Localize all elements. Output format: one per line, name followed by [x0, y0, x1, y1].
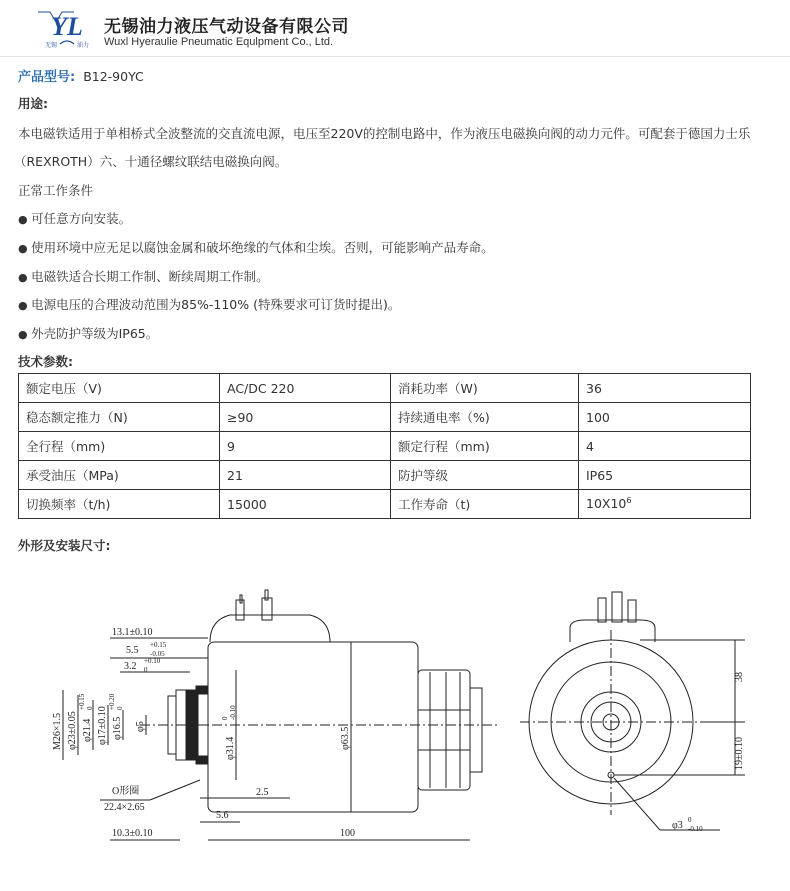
spec-cell: 36 [579, 374, 751, 403]
spec-cell: 切换频率（t/h) [19, 490, 220, 519]
spec-cell: 持续通电率（%) [391, 403, 579, 432]
spec-cell: 4 [579, 432, 751, 461]
dimensions-label: 外形及安装尺寸: [18, 538, 111, 553]
model-value: B12-90YC [83, 69, 144, 84]
dim-phi31-4: φ31.4 [225, 736, 236, 760]
dim-19: 19±0.10 [734, 737, 745, 770]
table-row [19, 403, 751, 432]
dim-phi16-5: φ16.5 [112, 716, 123, 740]
dimension-drawing [0, 560, 790, 891]
dim-5-6: 5.6 [216, 810, 229, 821]
dim-phi5: φ5 [135, 721, 146, 732]
spec-cell: 全行程（mm) [19, 432, 220, 461]
company-logo [36, 8, 98, 50]
dim-2-5: 2.5 [256, 787, 269, 798]
dim-38: 38 [734, 672, 745, 682]
conditions-title: 正常工作条件 [18, 183, 94, 198]
dim-5-5-tol-up: +0.15 [150, 641, 167, 649]
oring-label: O形圈 [112, 786, 140, 797]
nut-outline [418, 670, 470, 790]
coil-top-cover [210, 615, 330, 642]
usage-line-1: 本电磁铁适用于单相桥式全波整流的交直流电源，电压至220V的控制电路中，作为液压电磁换向阀的动力元件。可配套于德国力士乐 [18, 126, 751, 141]
dim-phi16-5-tol-up: +0.20 [108, 693, 116, 710]
front-top-cover [570, 620, 655, 642]
dim-phi31-4-tol-up: 0 [221, 716, 229, 720]
dim-3-2: 3.2 [124, 661, 137, 672]
spec-cell: AC/DC 220 [220, 374, 391, 403]
spec-cell: 100 [579, 403, 751, 432]
oring-size: 22.4×2.65 [104, 802, 145, 813]
model-line [18, 66, 144, 85]
dim-3-2-tol-dn: 0 [144, 666, 148, 674]
dim-5-5-tol-dn: -0.05 [150, 650, 165, 658]
connector-pin [262, 598, 272, 620]
dim-100: 100 [340, 828, 355, 839]
logo-sub-left: 无锡 [44, 43, 58, 49]
condition-item: ● 外壳防护等级为IP65。 [18, 324, 158, 342]
spec-cell: ≥90 [220, 403, 391, 432]
company-name-en: Wuxl Hyeraulie Pneumatic Equlpment Co., Ltd. [104, 36, 334, 48]
logo-text: YL [51, 12, 83, 41]
dim-10-3: 10.3±0.10 [112, 828, 153, 839]
nut-end [470, 688, 482, 772]
dim-13-1: 13.1±0.10 [112, 627, 153, 638]
condition-item: ● 电源电压的合理波动范围为85%-110% (特殊要求可订货时提出)。 [18, 295, 400, 313]
dim-phi31-4-tol-dn: -0.10 [229, 705, 237, 720]
spec-cell: 稳态额定推力（N) [19, 403, 220, 432]
dim-phi16-5-tol-dn: 0 [116, 706, 124, 710]
specs-table [18, 373, 751, 519]
condition-item: ● 电磁铁适合长期工作制、断续周期工作制。 [18, 267, 269, 285]
usage-line-2: （REXROTH）六、十通径螺纹联结电磁换向阀。 [14, 154, 288, 169]
usage-label: 用途: [18, 96, 48, 111]
spec-cell: 承受油压（MPa) [19, 461, 220, 490]
spec-cell: 工作寿命（t) [391, 490, 579, 519]
dim-3-2-tol-up: +0.10 [144, 657, 161, 665]
dim-phi3-tol-up: 0 [688, 816, 692, 824]
dim-5-5: 5.5 [126, 645, 139, 656]
logo-sub-right: 油力 [76, 43, 90, 49]
spec-cell: 防护等级 [391, 461, 579, 490]
dim-m26: M26×1.5 [52, 712, 63, 750]
specs-label: 技术参数: [18, 354, 73, 369]
dim-phi17: φ17±0.10 [97, 706, 108, 745]
spec-cell: 9 [220, 432, 391, 461]
spec-cell: 额定电压（V) [19, 374, 220, 403]
company-name-cn: 无锡油力液压气动设备有限公司 [104, 17, 349, 37]
spec-cell: 消耗功率（W) [391, 374, 579, 403]
model-label: 产品型号: [18, 70, 76, 85]
dim-phi3: φ3 [672, 820, 683, 831]
page-header [0, 0, 790, 57]
dim-phi23: φ23±0.05 [67, 711, 78, 750]
coil-body-outline [208, 642, 418, 812]
dim-phi63-5: φ63.5 [340, 726, 351, 750]
spec-cell: 额定行程（mm) [391, 432, 579, 461]
dim-phi21-4-tol-up: +0.15 [78, 693, 86, 710]
dim-phi3-tol-dn: -0.10 [688, 825, 703, 833]
spec-cell: 15000 [220, 490, 391, 519]
table-row [19, 490, 751, 519]
table-row [19, 432, 751, 461]
spec-cell: IP65 [579, 461, 751, 490]
life-exponent: 6 [626, 496, 632, 506]
table-row [19, 374, 751, 403]
spec-cell: 21 [220, 461, 391, 490]
dim-phi21-4-tol-dn: 0 [86, 706, 94, 710]
condition-item: ● 使用环境中应无足以腐蚀金属和破坏绝缘的气体和尘埃。否则，可能影响产品寿命。 [18, 238, 494, 256]
dim-phi21-4: φ21.4 [82, 718, 93, 742]
table-row [19, 461, 751, 490]
condition-item: ● 可任意方向安装。 [18, 209, 131, 227]
life-value: 10X10 [586, 496, 627, 512]
spec-cell-life [579, 490, 751, 519]
